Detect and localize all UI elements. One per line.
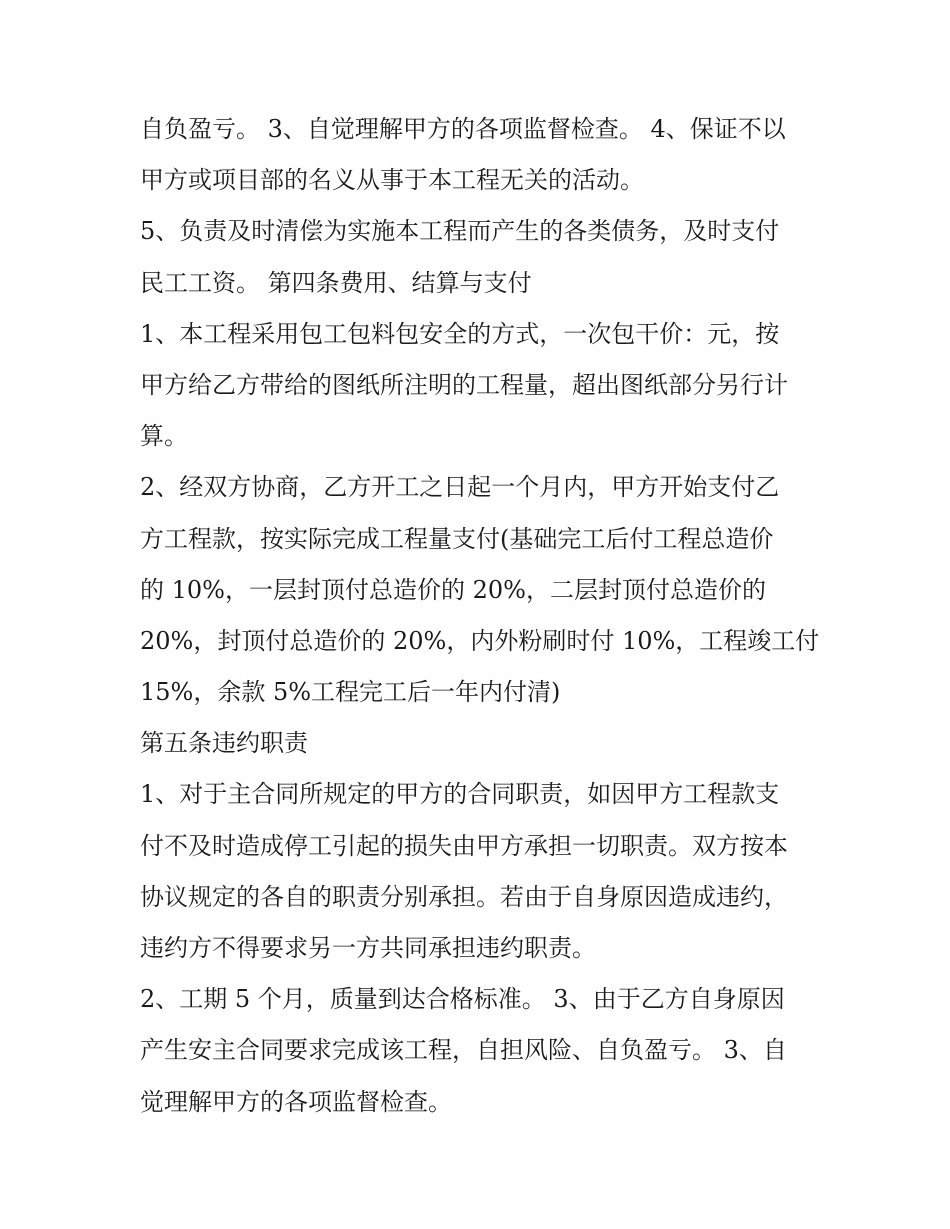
- text-line: 违约方不得要求另一方共同承担违约职责。: [140, 934, 596, 962]
- text-line: 民工工资。 第四条费用、结算与支付: [140, 268, 532, 297]
- text-line: 付不及时造成停工引起的损失由甲方承担一切职责。双方按本: [140, 831, 788, 860]
- text-line: 1、本工程采用包工包料包安全的方式，一次包干价：元，按: [140, 319, 780, 348]
- text-line: 1、对于主合同所规定的甲方的合同职责，如因甲方工程款支: [140, 780, 780, 809]
- text-line: 甲方给乙方带给的图纸所注明的工程量，超出图纸部分另行计: [140, 370, 788, 399]
- text-line: 的 10%，一层封顶付总造价的 20%，二层封顶付总造价的: [140, 575, 766, 604]
- text-line: 产生安主合同要求完成该工程，自担风险、自负盈亏。 3、自: [140, 1036, 787, 1065]
- text-line: 算。: [140, 422, 188, 451]
- text-line: 20%，封顶付总造价的 20%，内外粉刷时付 10%，工程竣工付: [140, 626, 820, 655]
- text-line: 觉理解甲方的各项监督检查。: [140, 1087, 452, 1116]
- text-line: 5、负责及时清偿为实施本工程而产生的各类债务，及时支付: [140, 217, 780, 246]
- text-line: 2、工期 5 个月，质量到达合格标准。 3、由于乙方自身原因: [140, 985, 785, 1014]
- text-line: 自负盈亏。 3、自觉理解甲方的各项监督检查。 4、保证不以: [140, 115, 786, 143]
- text-line: 甲方或项目部的名义从事于本工程无关的活动。: [140, 166, 644, 195]
- text-line: 方工程款，按实际完成工程量支付(基础完工后付工程总造价: [140, 524, 774, 553]
- text-line: 2、经双方协商，乙方开工之日起一个月内，甲方开始支付乙: [140, 473, 780, 502]
- section-heading: 第五条违约职责: [140, 729, 308, 758]
- document-body: [140, 104, 830, 1128]
- text-line: 15%，余款 5%工程完工后一年内付清): [140, 678, 561, 707]
- text-line: 协议规定的各自的职责分别承担。若由于自身原因造成违约，: [140, 882, 788, 911]
